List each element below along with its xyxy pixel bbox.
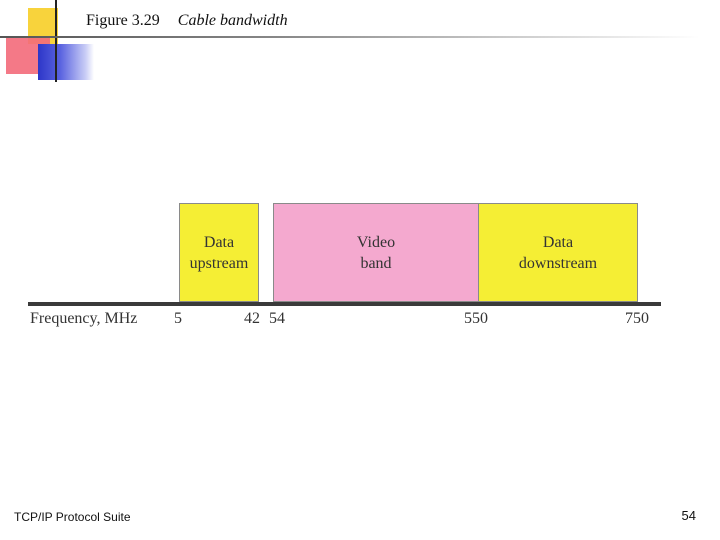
band-label-line1: Data: [203, 233, 235, 251]
band-label-line1: Data: [542, 233, 574, 251]
band-label-line1: Video: [356, 233, 396, 251]
band-video: [273, 203, 479, 302]
frequency-axis: [28, 302, 661, 306]
tick-label-42: 42: [244, 310, 260, 327]
page-number: 54: [681, 508, 696, 523]
footer-course-title: TCP/IP Protocol Suite: [14, 510, 131, 524]
tick-label-750: 750: [625, 310, 649, 327]
band-data-downstream: [478, 203, 638, 302]
band-label-line2: downstream: [518, 254, 598, 272]
tick-label-5: 5: [174, 310, 182, 327]
figure-caption: Cable bandwidth: [177, 12, 288, 29]
decor-horizontal-line: [0, 36, 700, 38]
decor-blue-square: [38, 44, 94, 80]
band-data-upstream: [179, 203, 259, 302]
tick-label-550: 550: [464, 310, 488, 327]
band-label-line2: band: [360, 254, 392, 272]
decor-vertical-line: [55, 0, 57, 82]
axis-label: Frequency, MHz: [30, 310, 138, 327]
band-label-line2: upstream: [189, 254, 249, 272]
tick-label-54: 54: [269, 310, 285, 327]
figure-number: Figure 3.29: [86, 12, 160, 29]
slide-title: [86, 12, 288, 30]
